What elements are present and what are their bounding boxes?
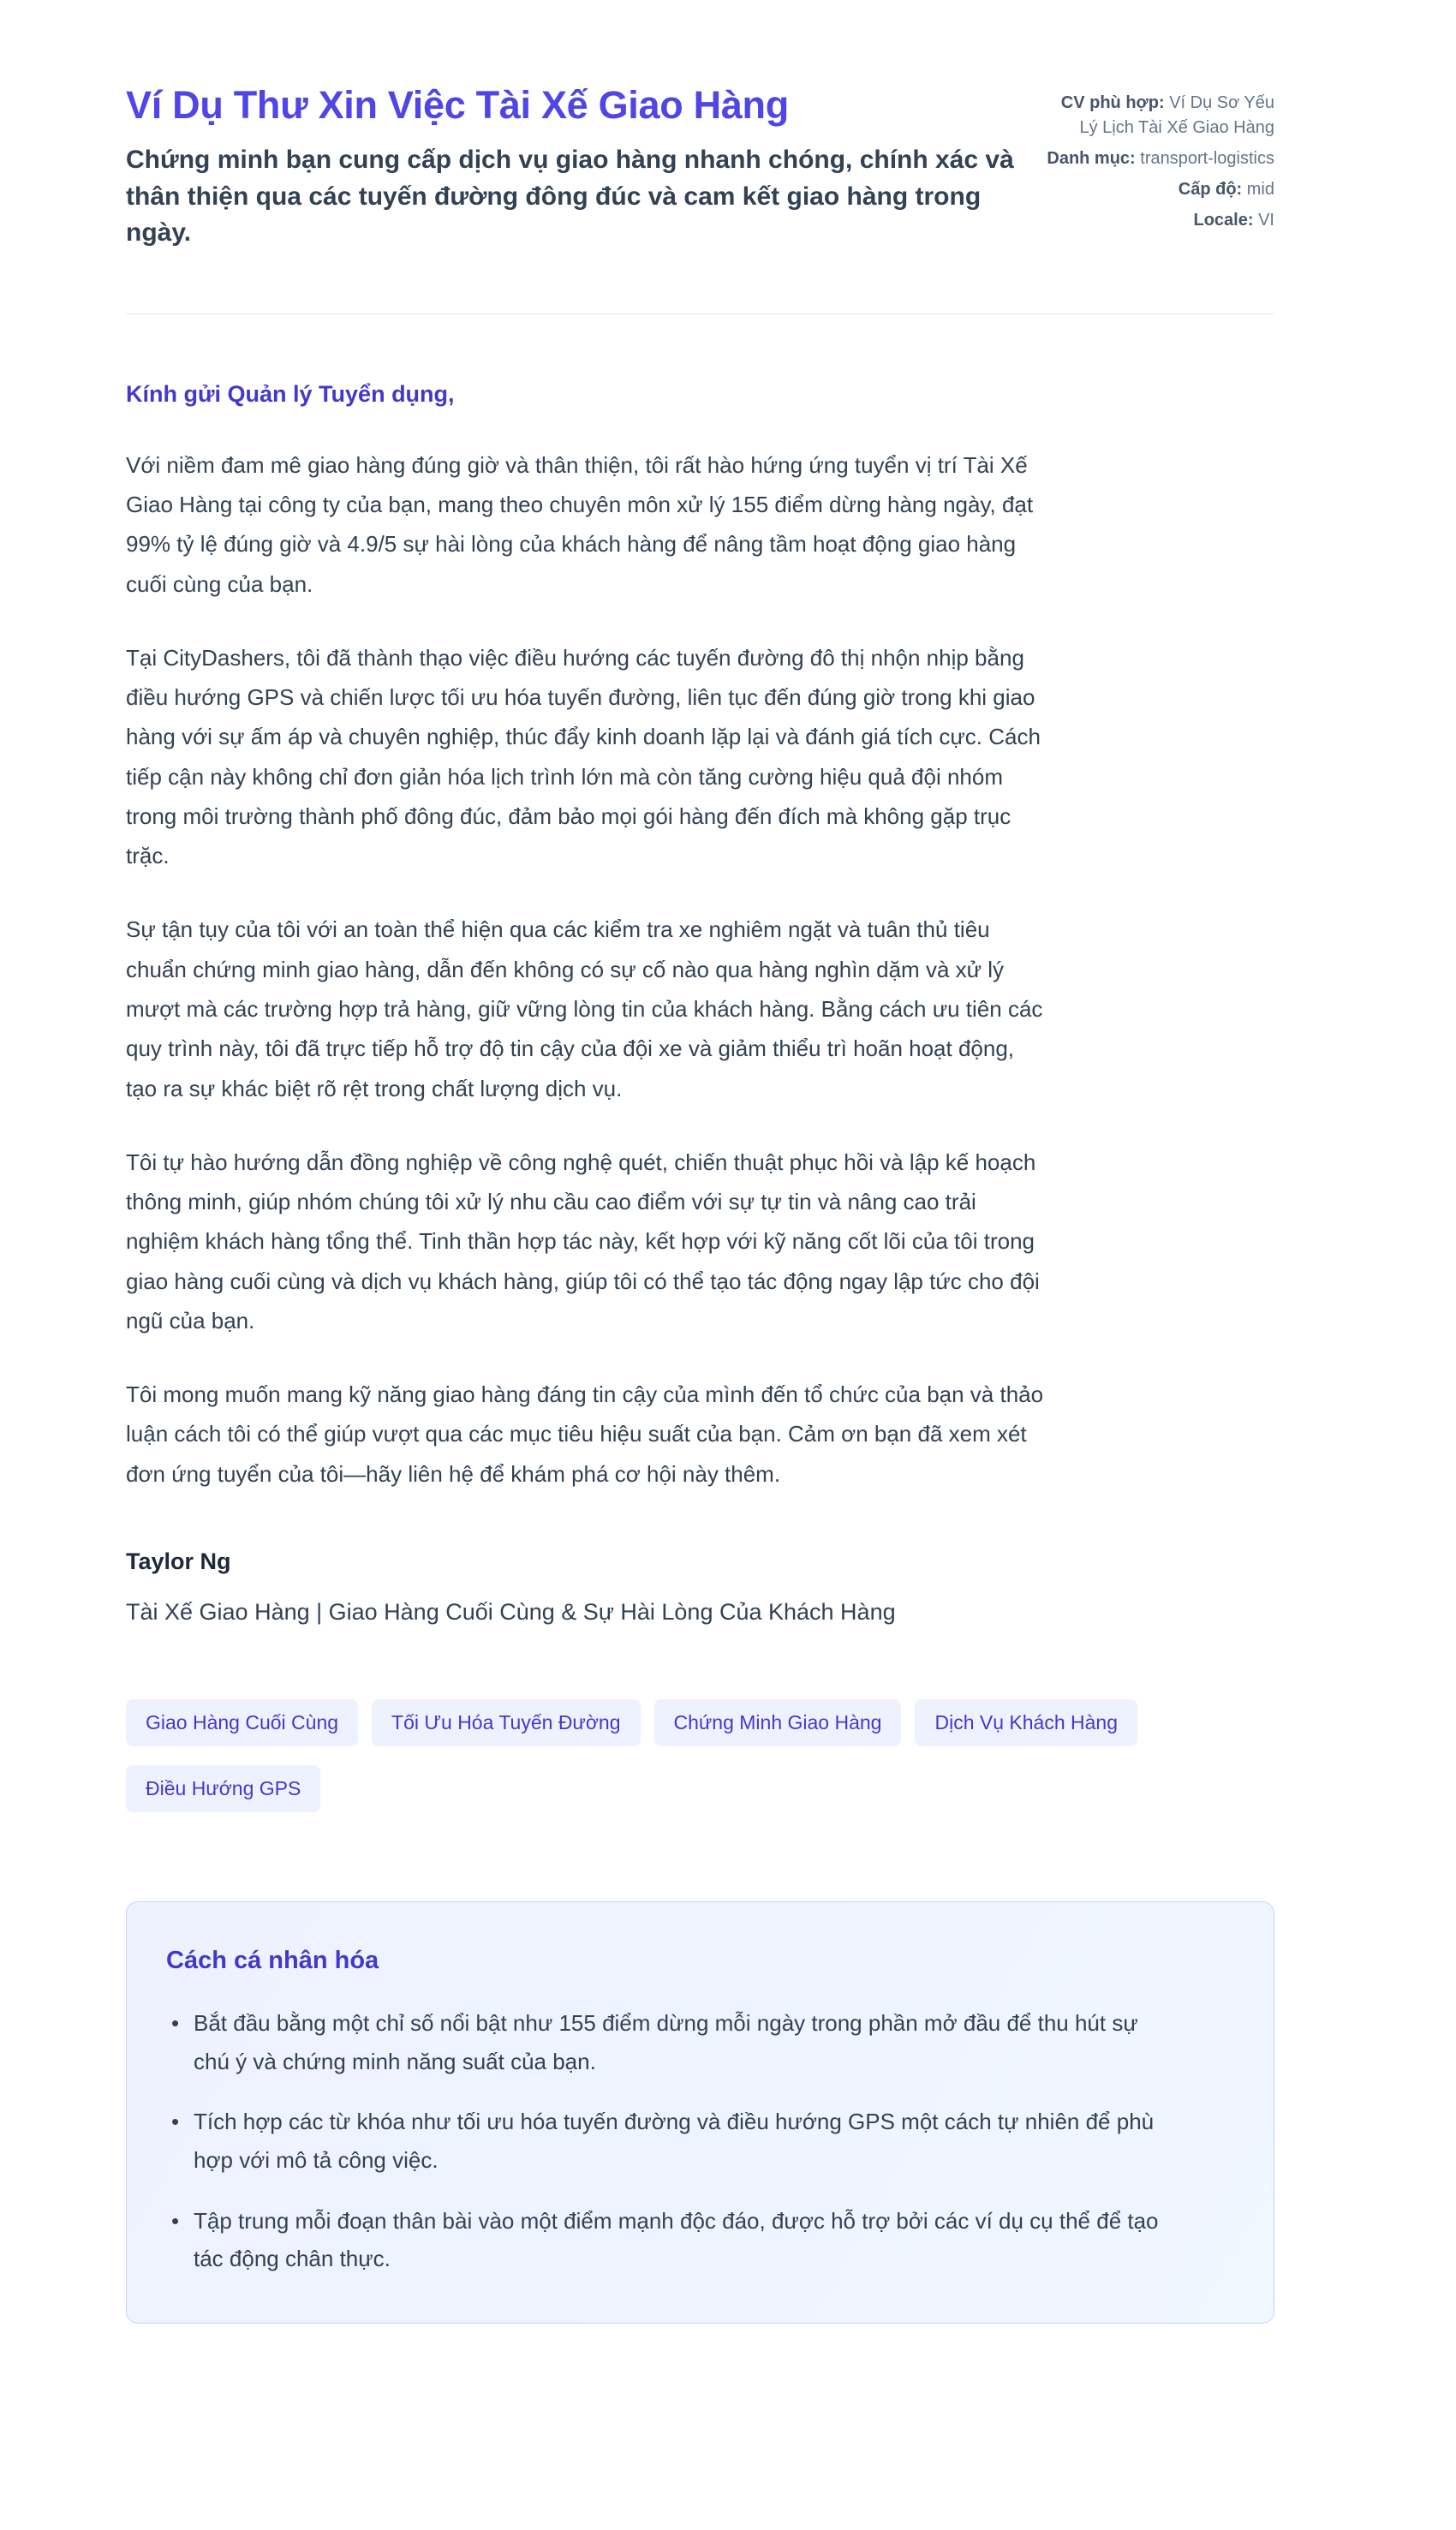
- skill-tag: Giao Hàng Cuối Cùng: [126, 1699, 358, 1746]
- tip-item: • Tích hợp các từ khóa như tối ưu hóa tuyến đường và điều hướng GPS một cách tự nhiên để phù hợp với mô tả công việc.: [159, 2103, 1179, 2179]
- page-title: Ví Dụ Thư Xin Việc Tài Xế Giao Hàng: [126, 83, 789, 127]
- letter-paragraph: Tôi mong muốn mang kỹ năng giao hàng đáng tin cậy của mình đến tổ chức của bạn và thảo luận cách tôi có thể giúp vượt qua các mục tiêu hiệu suất của bạn. Cảm ơn bạn đã xem xét đơn ứng tuyển của tôi—hãy liên hệ để khám phá cơ hội này thêm.: [126, 1381, 1044, 1487]
- skill-tags-list: [126, 1699, 1274, 1812]
- meta-value: transport-logistics: [1140, 149, 1274, 168]
- tip-item: • Tập trung mỗi đoạn thân bài vào một điểm mạnh độc đáo, được hỗ trợ bởi các ví dụ cụ thể để tạo tác động chân thực.: [159, 2202, 1179, 2278]
- skill-tag: Dịch Vụ Khách Hàng: [915, 1699, 1137, 1746]
- header-title-block: [126, 82, 1017, 252]
- meta-label: Locale:: [1193, 211, 1254, 230]
- callout-tips-list: [159, 2004, 1234, 2278]
- content-container: [126, 82, 1274, 2324]
- letter-body: [126, 381, 1274, 1626]
- meta-row-cv-match: [1047, 91, 1274, 140]
- meta-value: VI: [1258, 211, 1274, 230]
- signature-role: Tài Xế Giao Hàng | Giao Hàng Cuối Cùng & Sự Hài Lòng Của Khách Hàng: [126, 1598, 896, 1625]
- document-header: [126, 82, 1274, 252]
- personalization-callout: [126, 1901, 1274, 2324]
- callout-title: Cách cá nhân hóa: [166, 1946, 379, 1974]
- meta-label: Cấp độ:: [1178, 180, 1243, 199]
- signature-name: Taylor Ng: [126, 1548, 231, 1574]
- meta-value: mid: [1246, 180, 1274, 199]
- letter-paragraph: Sự tận tụy của tôi với an toàn thể hiện qua các kiểm tra xe nghiêm ngặt và tuân thủ tiêu chuẩn chứng minh giao hàng, dẫn đến không có sự cố nào qua hàng nghìn dặm và xử lý mượt mà các trường hợp trả hàng, giữ vững lòng tin của khách hàng. Bằng cách ưu tiên các quy trình này, tôi đã trực tiếp hỗ trợ độ tin cậy của đội xe và giảm thiểu trì hoãn hoạt động, tạo ra sự khác biệt rõ rệt trong chất lượng dịch vụ.: [126, 916, 1043, 1101]
- skill-tag: Chứng Minh Giao Hàng: [654, 1699, 902, 1746]
- meta-value: Ví Dụ Sơ Yếu Lý Lịch Tài Xế Giao Hàng: [1079, 93, 1274, 137]
- page-subtitle: Chứng minh bạn cung cấp dịch vụ giao hàng nhanh chóng, chính xác và thân thiện qua các tuyến đường đông đúc và cam kết giao hàng trong ngày.: [126, 146, 1014, 248]
- letter-greeting: Kính gửi Quản lý Tuyển dụng,: [126, 380, 455, 407]
- header-divider: [126, 313, 1274, 314]
- skill-tag: Điều Hướng GPS: [126, 1765, 320, 1812]
- meta-row-level: [1047, 177, 1274, 202]
- letter-paragraph: Tôi tự hào hướng dẫn đồng nghiệp về công nghệ quét, chiến thuật phục hồi và lập kế hoạch thông minh, giúp nhóm chúng tôi xử lý nhu cầu cao điểm với sự tự tin và nâng cao trải nghiệm khách hàng tổng thể. Tinh thần hợp tác này, kết hợp với kỹ năng cốt lõi của tôi trong giao hàng cuối cùng và dịch vụ khách hàng, giúp tôi có thể tạo tác động ngay lập tức cho đội ngũ của bạn.: [126, 1149, 1040, 1334]
- meta-row-category: [1047, 146, 1274, 171]
- meta-label: Danh mục:: [1047, 149, 1136, 168]
- tip-item: • Bắt đầu bằng một chỉ số nổi bật như 155 điểm dừng mỗi ngày trong phần mở đầu để thu hút sự chú ý và chứng minh năng suất của bạn.: [159, 2004, 1179, 2080]
- meta-panel: [1047, 82, 1274, 239]
- meta-label: CV phù hợp:: [1060, 93, 1165, 112]
- skill-tag: Tối Ưu Hóa Tuyến Đường: [372, 1699, 640, 1746]
- letter-paragraph: Tại CityDashers, tôi đã thành thạo việc điều hướng các tuyến đường đô thị nhộn nhịp bằng điều hướng GPS và chiến lược tối ưu hóa tuyến đường, liên tục đến đúng giờ trong khi giao hàng với sự ấm áp và chuyên nghiệp, thúc đẩy kinh doanh lặp lại và đánh giá tích cực. Cách tiếp cận này không chỉ đơn giản hóa lịch trình lớn mà còn tăng cường hiệu quả đội nhóm trong môi trường thành phố đông đúc, đảm bảo mọi gói hàng đến đích mà không gặp trục trặc.: [126, 644, 1041, 869]
- letter-paragraph: Với niềm đam mê giao hàng đúng giờ và thân thiện, tôi rất hào hứng ứng tuyển vị trí Tài Xế Giao Hàng tại công ty của bạn, mang theo chuyên môn xử lý 155 điểm dừng hàng ngày, đạt 99% tỷ lệ đúng giờ và 4.9/5 sự hài lòng của khách hàng để nâng tầm hoạt động giao hàng cuối cùng của bạn.: [126, 451, 1034, 597]
- meta-row-locale: [1047, 208, 1274, 233]
